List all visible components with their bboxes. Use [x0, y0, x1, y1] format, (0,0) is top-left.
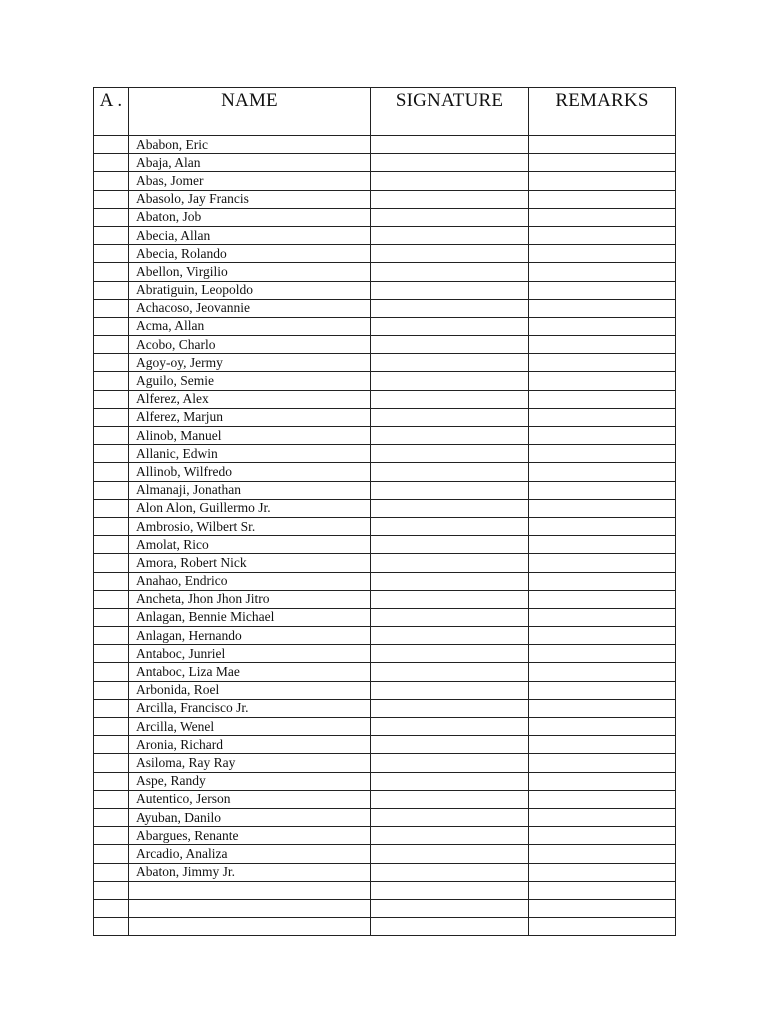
row-remarks-cell[interactable]	[529, 754, 676, 772]
table-row	[94, 772, 676, 790]
row-name-cell: Alinob, Manuel	[129, 427, 371, 445]
row-signature-cell[interactable]	[371, 899, 529, 917]
row-a-cell[interactable]	[94, 427, 129, 445]
row-remarks-cell[interactable]	[529, 390, 676, 408]
table-row	[94, 299, 676, 317]
row-a-cell[interactable]	[94, 245, 129, 263]
row-remarks-cell[interactable]	[529, 627, 676, 645]
row-name-cell: Alon Alon, Guillermo Jr.	[129, 499, 371, 517]
row-a-cell[interactable]	[94, 863, 129, 881]
row-remarks-cell[interactable]	[529, 699, 676, 717]
row-signature-cell[interactable]	[371, 372, 529, 390]
row-a-cell[interactable]	[94, 263, 129, 281]
table-row	[94, 499, 676, 517]
row-remarks-cell[interactable]	[529, 408, 676, 426]
row-a-cell[interactable]	[94, 881, 129, 899]
row-name-cell: Amolat, Rico	[129, 536, 371, 554]
row-a-cell[interactable]	[94, 536, 129, 554]
table-row	[94, 663, 676, 681]
row-signature-cell[interactable]	[371, 317, 529, 335]
row-a-cell[interactable]	[94, 299, 129, 317]
row-remarks-cell[interactable]	[529, 772, 676, 790]
row-remarks-cell[interactable]	[529, 590, 676, 608]
table-row	[94, 408, 676, 426]
row-name-cell: Abaja, Alan	[129, 154, 371, 172]
row-a-cell[interactable]	[94, 226, 129, 244]
row-a-cell[interactable]	[94, 172, 129, 190]
table-row	[94, 154, 676, 172]
row-name-cell: Acma, Allan	[129, 317, 371, 335]
row-a-cell[interactable]	[94, 736, 129, 754]
row-a-cell[interactable]	[94, 281, 129, 299]
row-signature-cell[interactable]	[371, 572, 529, 590]
header-name: NAME	[129, 88, 371, 136]
table-row	[94, 572, 676, 590]
row-a-cell[interactable]	[94, 445, 129, 463]
row-name-cell: Antaboc, Liza Mae	[129, 663, 371, 681]
row-name-cell: Acobo, Charlo	[129, 336, 371, 354]
table-row	[94, 517, 676, 535]
row-a-cell[interactable]	[94, 918, 129, 936]
row-signature-cell[interactable]	[371, 699, 529, 717]
row-remarks-cell[interactable]	[529, 536, 676, 554]
row-a-cell[interactable]	[94, 718, 129, 736]
row-signature-cell[interactable]	[371, 445, 529, 463]
row-a-cell[interactable]	[94, 663, 129, 681]
table-row	[94, 608, 676, 626]
row-a-cell[interactable]	[94, 899, 129, 917]
row-a-cell[interactable]	[94, 754, 129, 772]
row-name-cell	[129, 881, 371, 899]
row-remarks-cell[interactable]	[529, 281, 676, 299]
row-signature-cell[interactable]	[371, 245, 529, 263]
row-remarks-cell[interactable]	[529, 845, 676, 863]
table-row	[94, 536, 676, 554]
table-body	[94, 136, 676, 936]
row-a-cell[interactable]	[94, 590, 129, 608]
row-a-cell[interactable]	[94, 681, 129, 699]
row-signature-cell[interactable]	[371, 718, 529, 736]
table-row	[94, 627, 676, 645]
header-a: A .	[94, 88, 129, 136]
row-remarks-cell[interactable]	[529, 463, 676, 481]
row-name-cell	[129, 918, 371, 936]
row-name-cell: Ayuban, Danilo	[129, 808, 371, 826]
row-a-cell[interactable]	[94, 463, 129, 481]
attendance-table	[93, 87, 676, 936]
row-remarks-cell[interactable]	[529, 336, 676, 354]
table-row	[94, 172, 676, 190]
row-signature-cell[interactable]	[371, 517, 529, 535]
table-row	[94, 336, 676, 354]
row-name-cell: Ambrosio, Wilbert Sr.	[129, 517, 371, 535]
table-row	[94, 481, 676, 499]
table-row	[94, 808, 676, 826]
table-row	[94, 827, 676, 845]
row-signature-cell[interactable]	[371, 154, 529, 172]
row-signature-cell[interactable]	[371, 408, 529, 426]
row-signature-cell[interactable]	[371, 772, 529, 790]
row-remarks-cell[interactable]	[529, 718, 676, 736]
table-row	[94, 699, 676, 717]
row-signature-cell[interactable]	[371, 627, 529, 645]
table-row	[94, 590, 676, 608]
row-name-cell	[129, 899, 371, 917]
row-remarks-cell[interactable]	[529, 572, 676, 590]
row-a-cell[interactable]	[94, 790, 129, 808]
row-a-cell[interactable]	[94, 354, 129, 372]
row-remarks-cell[interactable]	[529, 372, 676, 390]
table-row	[94, 317, 676, 335]
row-remarks-cell[interactable]	[529, 172, 676, 190]
table-row	[94, 136, 676, 154]
row-remarks-cell[interactable]	[529, 608, 676, 626]
row-name-cell: Arbonida, Roel	[129, 681, 371, 699]
row-remarks-cell[interactable]	[529, 827, 676, 845]
row-remarks-cell[interactable]	[529, 554, 676, 572]
header-row	[94, 88, 676, 136]
row-name-cell: Abellon, Virgilio	[129, 263, 371, 281]
row-remarks-cell[interactable]	[529, 245, 676, 263]
row-remarks-cell[interactable]	[529, 790, 676, 808]
row-signature-cell[interactable]	[371, 281, 529, 299]
row-a-cell[interactable]	[94, 372, 129, 390]
row-signature-cell[interactable]	[371, 863, 529, 881]
row-signature-cell[interactable]	[371, 608, 529, 626]
row-a-cell[interactable]	[94, 136, 129, 154]
row-signature-cell[interactable]	[371, 263, 529, 281]
row-signature-cell[interactable]	[371, 427, 529, 445]
row-signature-cell[interactable]	[371, 881, 529, 899]
row-signature-cell[interactable]	[371, 827, 529, 845]
row-remarks-cell[interactable]	[529, 354, 676, 372]
row-name-cell: Almanaji, Jonathan	[129, 481, 371, 499]
row-remarks-cell[interactable]	[529, 481, 676, 499]
row-name-cell: Amora, Robert Nick	[129, 554, 371, 572]
table-row	[94, 245, 676, 263]
row-name-cell: Arcilla, Wenel	[129, 718, 371, 736]
row-signature-cell[interactable]	[371, 208, 529, 226]
row-remarks-cell[interactable]	[529, 263, 676, 281]
row-name-cell: Abas, Jomer	[129, 172, 371, 190]
row-signature-cell[interactable]	[371, 172, 529, 190]
row-signature-cell[interactable]	[371, 790, 529, 808]
row-name-cell: Abratiguin, Leopoldo	[129, 281, 371, 299]
row-remarks-cell[interactable]	[529, 681, 676, 699]
row-name-cell: Alferez, Marjun	[129, 408, 371, 426]
row-signature-cell[interactable]	[371, 190, 529, 208]
row-name-cell: Ancheta, Jhon Jhon Jitro	[129, 590, 371, 608]
row-name-cell: Anahao, Endrico	[129, 572, 371, 590]
table-row	[94, 736, 676, 754]
row-a-cell[interactable]	[94, 808, 129, 826]
row-signature-cell[interactable]	[371, 136, 529, 154]
row-name-cell: Abasolo, Jay Francis	[129, 190, 371, 208]
table-row	[94, 354, 676, 372]
table-header	[94, 88, 676, 136]
table-row	[94, 790, 676, 808]
row-name-cell: Abargues, Renante	[129, 827, 371, 845]
table-row	[94, 226, 676, 244]
row-signature-cell[interactable]	[371, 536, 529, 554]
row-remarks-cell[interactable]	[529, 918, 676, 936]
row-name-cell: Alferez, Alex	[129, 390, 371, 408]
table-row	[94, 445, 676, 463]
row-a-cell[interactable]	[94, 845, 129, 863]
row-name-cell: Abaton, Job	[129, 208, 371, 226]
row-remarks-cell[interactable]	[529, 190, 676, 208]
table-row	[94, 390, 676, 408]
row-a-cell[interactable]	[94, 627, 129, 645]
table-row	[94, 645, 676, 663]
row-remarks-cell[interactable]	[529, 299, 676, 317]
row-signature-cell[interactable]	[371, 808, 529, 826]
row-remarks-cell[interactable]	[529, 317, 676, 335]
row-name-cell: Anlagan, Bennie Michael	[129, 608, 371, 626]
row-name-cell: Ababon, Eric	[129, 136, 371, 154]
table-row	[94, 863, 676, 881]
row-a-cell[interactable]	[94, 699, 129, 717]
row-signature-cell[interactable]	[371, 390, 529, 408]
table-row	[94, 463, 676, 481]
row-remarks-cell[interactable]	[529, 208, 676, 226]
table-row	[94, 754, 676, 772]
row-a-cell[interactable]	[94, 572, 129, 590]
row-name-cell: Arcadio, Analiza	[129, 845, 371, 863]
row-name-cell: Asiloma, Ray Ray	[129, 754, 371, 772]
row-name-cell: Allinob, Wilfredo	[129, 463, 371, 481]
row-name-cell: Agoy-oy, Jermy	[129, 354, 371, 372]
row-signature-cell[interactable]	[371, 645, 529, 663]
header-remarks: REMARKS	[529, 88, 676, 136]
row-signature-cell[interactable]	[371, 590, 529, 608]
row-remarks-cell[interactable]	[529, 226, 676, 244]
row-remarks-cell[interactable]	[529, 863, 676, 881]
row-a-cell[interactable]	[94, 554, 129, 572]
row-name-cell: Autentico, Jerson	[129, 790, 371, 808]
row-remarks-cell[interactable]	[529, 663, 676, 681]
table-row	[94, 554, 676, 572]
row-remarks-cell[interactable]	[529, 517, 676, 535]
row-name-cell: Anlagan, Hernando	[129, 627, 371, 645]
row-a-cell[interactable]	[94, 390, 129, 408]
row-signature-cell[interactable]	[371, 554, 529, 572]
row-remarks-cell[interactable]	[529, 445, 676, 463]
row-a-cell[interactable]	[94, 190, 129, 208]
row-name-cell: Aspe, Randy	[129, 772, 371, 790]
row-signature-cell[interactable]	[371, 481, 529, 499]
table-row	[94, 427, 676, 445]
row-name-cell: Antaboc, Junriel	[129, 645, 371, 663]
row-name-cell: Aguilo, Semie	[129, 372, 371, 390]
row-name-cell: Aronia, Richard	[129, 736, 371, 754]
row-remarks-cell[interactable]	[529, 808, 676, 826]
table-row	[94, 208, 676, 226]
row-a-cell[interactable]	[94, 408, 129, 426]
table-row	[94, 845, 676, 863]
row-a-cell[interactable]	[94, 645, 129, 663]
row-remarks-cell[interactable]	[529, 427, 676, 445]
table-row	[94, 918, 676, 936]
row-name-cell: Abaton, Jimmy Jr.	[129, 863, 371, 881]
table-row	[94, 899, 676, 917]
row-signature-cell[interactable]	[371, 663, 529, 681]
row-name-cell: Arcilla, Francisco Jr.	[129, 699, 371, 717]
row-remarks-cell[interactable]	[529, 899, 676, 917]
row-name-cell: Abecia, Rolando	[129, 245, 371, 263]
row-signature-cell[interactable]	[371, 754, 529, 772]
row-signature-cell[interactable]	[371, 226, 529, 244]
table-row	[94, 881, 676, 899]
row-a-cell[interactable]	[94, 827, 129, 845]
row-name-cell: Allanic, Edwin	[129, 445, 371, 463]
row-signature-cell[interactable]	[371, 845, 529, 863]
row-signature-cell[interactable]	[371, 681, 529, 699]
row-remarks-cell[interactable]	[529, 499, 676, 517]
row-a-cell[interactable]	[94, 336, 129, 354]
row-a-cell[interactable]	[94, 772, 129, 790]
row-remarks-cell[interactable]	[529, 736, 676, 754]
row-a-cell[interactable]	[94, 481, 129, 499]
row-a-cell[interactable]	[94, 608, 129, 626]
row-a-cell[interactable]	[94, 499, 129, 517]
row-signature-cell[interactable]	[371, 336, 529, 354]
row-signature-cell[interactable]	[371, 299, 529, 317]
row-signature-cell[interactable]	[371, 499, 529, 517]
header-signature: SIGNATURE	[371, 88, 529, 136]
table-row	[94, 190, 676, 208]
table-row	[94, 263, 676, 281]
row-remarks-cell[interactable]	[529, 154, 676, 172]
row-a-cell[interactable]	[94, 208, 129, 226]
table-row	[94, 372, 676, 390]
row-signature-cell[interactable]	[371, 354, 529, 372]
row-name-cell: Abecia, Allan	[129, 226, 371, 244]
table-row	[94, 681, 676, 699]
row-signature-cell[interactable]	[371, 463, 529, 481]
row-a-cell[interactable]	[94, 517, 129, 535]
row-signature-cell[interactable]	[371, 736, 529, 754]
row-remarks-cell[interactable]	[529, 645, 676, 663]
table-row	[94, 718, 676, 736]
table-row	[94, 281, 676, 299]
row-a-cell[interactable]	[94, 154, 129, 172]
row-signature-cell[interactable]	[371, 918, 529, 936]
row-remarks-cell[interactable]	[529, 136, 676, 154]
row-name-cell: Achacoso, Jeovannie	[129, 299, 371, 317]
row-remarks-cell[interactable]	[529, 881, 676, 899]
row-a-cell[interactable]	[94, 317, 129, 335]
